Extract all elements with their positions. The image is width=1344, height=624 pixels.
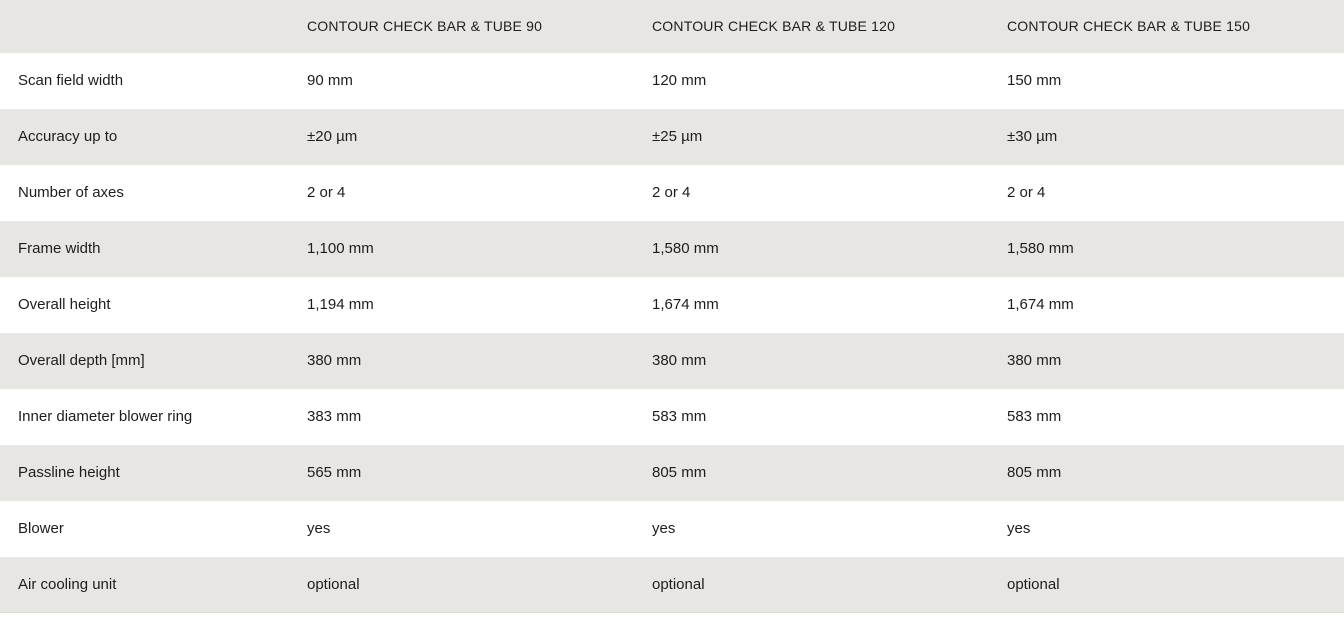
spec-value: 1,580 mm [1007,240,1074,257]
table-row-scan-field-width [0,53,1344,109]
table-row-number-of-axes [0,165,1344,221]
spec-value: 2 or 4 [1007,184,1046,201]
spec-value: 1,100 mm [307,240,374,257]
spec-value: 583 mm [1007,408,1062,425]
spec-label: Passline height [18,464,120,481]
spec-label: Overall height [18,296,111,313]
spec-value: 90 mm [307,72,353,89]
spec-label: Scan field width [18,72,124,89]
spec-value: 1,674 mm [652,296,719,313]
column-header-tube-90: CONTOUR CHECK BAR & TUBE 90 [307,18,543,35]
spec-label: Inner diameter blower ring [18,408,193,425]
spec-value: 150 mm [1007,72,1062,89]
spec-value: 805 mm [652,464,707,481]
column-header-tube-150: CONTOUR CHECK BAR & TUBE 150 [1007,18,1251,35]
table-row-overall-depth [0,333,1344,389]
spec-value: ±30 µm [1007,128,1058,145]
spec-value: 1,194 mm [307,296,374,313]
table-row-air-cooling-unit [0,557,1344,613]
spec-value: 380 mm [307,352,362,369]
spec-value: 583 mm [652,408,707,425]
spec-value: 2 or 4 [652,184,691,201]
spec-label: Frame width [18,240,101,257]
table-row-inner-diameter-blower-ring [0,389,1344,445]
spec-value: optional [307,575,360,593]
table-header-row [0,0,1344,53]
table-row-blower [0,501,1344,557]
spec-value: optional [1007,575,1060,593]
spec-value: yes [307,520,331,537]
spec-value: 805 mm [1007,464,1062,481]
spec-value: 383 mm [307,408,362,425]
spec-value: 120 mm [652,72,707,89]
column-header-tube-120: CONTOUR CHECK BAR & TUBE 120 [652,18,896,35]
spec-label: Blower [18,520,64,537]
spec-value: ±25 µm [652,128,703,145]
spec-value: ±20 µm [307,128,358,145]
spec-value: yes [1007,520,1031,537]
table-row-accuracy [0,109,1344,165]
spec-value: 1,674 mm [1007,296,1074,313]
table-row-frame-width [0,221,1344,277]
table-row-overall-height [0,277,1344,333]
spec-label: Number of axes [18,184,124,201]
spec-value: 380 mm [1007,352,1062,369]
spec-label: Overall depth [mm] [18,352,145,369]
spec-label: Air cooling unit [18,575,117,593]
spec-value: 565 mm [307,464,362,481]
table-row-passline-height [0,445,1344,501]
spec-value: 1,580 mm [652,240,719,257]
spec-label: Accuracy up to [18,128,118,145]
spec-value: 380 mm [652,352,707,369]
spec-value: yes [652,520,676,537]
spec-value: optional [652,575,705,593]
spec-value: 2 or 4 [307,184,346,201]
